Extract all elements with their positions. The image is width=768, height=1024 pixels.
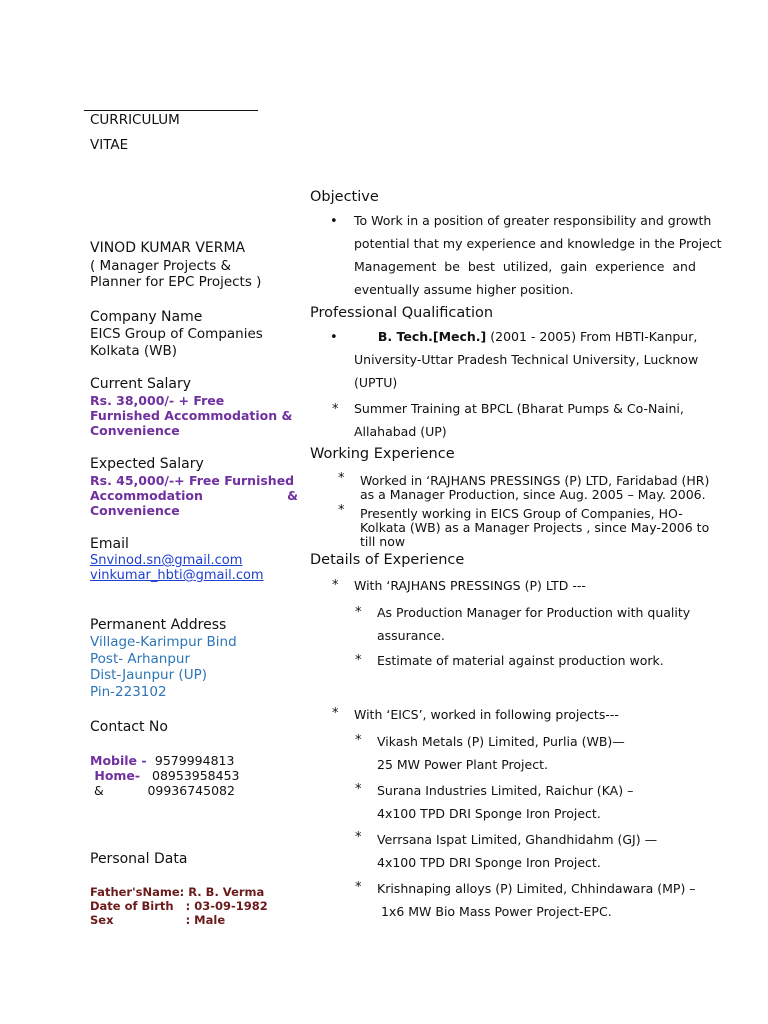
project-item-2 — [377, 779, 727, 825]
expected-salary-line-1: Rs. 45,000/-+ Free Furnished — [90, 473, 295, 488]
working-line: as a Manager Production, since Aug. 2005 – May. 2006. — [360, 487, 706, 502]
contact-heading: Contact No — [90, 719, 168, 735]
star-bullet-icon: * — [355, 830, 362, 845]
rajhans-intro: With ‘RAJHANS PRESSINGS (P) LTD --- — [354, 578, 586, 593]
personal-line-sex: Sex : Male — [90, 913, 226, 927]
working-line: Kolkata (WB) as a Manager Projects , since May-2006 to — [360, 520, 710, 535]
rajhans-line: As Production Manager for Production with quality — [377, 605, 691, 620]
working-line: till now — [360, 534, 406, 549]
degree-line-1 — [354, 325, 726, 348]
star-bullet-icon: * — [355, 880, 362, 895]
project-item-4 — [377, 877, 727, 923]
working-item-2 — [360, 507, 730, 549]
company-line-2: Kolkata (WB) — [90, 343, 178, 359]
rajhans-item-2: Estimate of material against production work. — [377, 653, 664, 668]
training-line: Summer Training at BPCL (Bharat Pumps & Co-Naini, — [354, 401, 684, 416]
training-line: Allahabad (UP) — [354, 424, 447, 439]
candidate-name: VINOD KUMAR VERMA — [90, 240, 246, 256]
contact-label: & — [90, 783, 104, 798]
objective-line — [354, 255, 724, 278]
address-line-1: Village-Karimpur Bind — [90, 634, 237, 650]
contact-row-alt — [90, 783, 298, 798]
degree-line-3: (UPTU) — [354, 375, 398, 390]
project-line: Vikash Metals (P) Limited, Purlia (WB)— — [377, 734, 625, 749]
bullet-icon: • — [330, 330, 338, 345]
star-bullet-icon: * — [332, 706, 339, 721]
company-heading: Company Name — [90, 309, 203, 325]
project-line: 1x6 MW Bio Mass Power Project-EPC. — [377, 904, 612, 919]
expected-salary-ampersand: & — [287, 488, 298, 503]
role-line-2: Planner for EPC Projects ) — [90, 274, 262, 290]
degree-text — [354, 325, 726, 394]
project-line: 4x100 TPD DRI Sponge Iron Project. — [377, 855, 601, 870]
rajhans-line: assurance. — [377, 628, 445, 643]
contact-row-mobile — [90, 753, 298, 768]
star-bullet-icon: * — [355, 653, 362, 668]
contact-label: Home- — [90, 768, 141, 783]
current-salary-heading: Current Salary — [90, 376, 192, 392]
objective-line: To Work in a position of greater responsibility and growth — [354, 213, 712, 228]
star-bullet-icon: * — [332, 578, 339, 593]
company-line-1: EICS Group of Companies — [90, 326, 263, 342]
personal-heading: Personal Data — [90, 851, 188, 867]
working-heading: Working Experience — [310, 446, 455, 462]
working-item-1 — [360, 474, 730, 502]
expected-salary-line-3: Convenience — [90, 503, 180, 518]
eics-intro: With ‘EICS’, worked in following projects--- — [354, 707, 619, 722]
personal-line-dob: Date of Birth : 03-09-1982 — [90, 899, 268, 913]
qualification-heading: Professional Qualification — [310, 305, 494, 321]
details-heading: Details of Experience — [310, 552, 465, 568]
email-heading: Email — [90, 536, 129, 552]
objective-heading: Objective — [310, 189, 379, 205]
star-bullet-icon: * — [332, 402, 339, 417]
training-text — [354, 397, 726, 443]
project-line: 4x100 TPD DRI Sponge Iron Project. — [377, 806, 601, 821]
rajhans-item-1 — [377, 601, 727, 647]
email-link-2[interactable]: vinkumar_hbti@gmail.com — [90, 568, 264, 583]
expected-salary-line-2 — [90, 488, 298, 504]
star-bullet-icon: * — [355, 733, 362, 748]
contact-label: Mobile - — [90, 753, 151, 768]
current-salary-line-3: Convenience — [90, 423, 180, 438]
contact-value: 08953958453 — [140, 768, 240, 783]
personal-line-father: Father'sName: R. B. Verma — [90, 885, 265, 899]
project-line: Verrsana Ispat Limited, Ghandhidahm (GJ) — — [377, 832, 658, 847]
project-line: Krishnaping alloys (P) Limited, Chhindawara (MP) – — [377, 881, 696, 896]
expected-salary-heading: Expected Salary — [90, 456, 204, 472]
current-salary-line-2: Furnished Accommodation & — [90, 408, 293, 423]
star-bullet-icon: * — [355, 782, 362, 797]
cv-title-line-2: VITAE — [90, 137, 129, 153]
email-link-1[interactable]: Snvinod.sn@gmail.com — [90, 553, 243, 568]
degree-line-2: University-Uttar Pradesh Technical University, Lucknow — [354, 352, 699, 367]
working-line: Worked in ‘RAJHANS PRESSINGS (P) LTD, Faridabad (HR) — [360, 473, 710, 488]
expected-salary-accommodation: Accommodation — [90, 488, 203, 503]
project-item-3 — [377, 828, 727, 874]
star-bullet-icon: * — [355, 605, 362, 620]
address-heading: Permanent Address — [90, 617, 227, 633]
contact-row-home — [90, 768, 298, 783]
objective-line: potential that my experience and knowledge in the Project — [354, 236, 722, 251]
objective-text — [354, 209, 724, 301]
star-bullet-icon: * — [338, 503, 345, 518]
contact-value: 09936745082 — [103, 783, 235, 798]
top-rule — [84, 110, 258, 111]
project-item-1 — [377, 730, 727, 776]
star-bullet-icon: * — [338, 471, 345, 486]
address-line-4: Pin-223102 — [90, 684, 167, 700]
bullet-icon: • — [330, 214, 338, 229]
degree-detail: (2001 - 2005) From HBTI-Kanpur, — [486, 329, 698, 344]
objective-line-text: Management be best utilized, gain experience and — [354, 259, 696, 274]
project-line: Surana Industries Limited, Raichur (KA) – — [377, 783, 634, 798]
project-line: 25 MW Power Plant Project. — [377, 757, 548, 772]
cv-title-line-1: CURRICULUM — [90, 112, 180, 128]
working-line: Presently working in EICS Group of Companies, HO- — [360, 506, 683, 521]
address-line-3: Dist-Jaunpur (UP) — [90, 667, 207, 683]
objective-line: eventually assume higher position. — [354, 282, 574, 297]
degree-name: B. Tech.[Mech.] — [377, 329, 487, 344]
contact-value: 9579994813 — [150, 753, 235, 768]
role-line-1: ( Manager Projects & — [90, 258, 232, 274]
address-line-2: Post- Arhanpur — [90, 651, 191, 667]
current-salary-line-1: Rs. 38,000/- + Free — [90, 393, 225, 408]
